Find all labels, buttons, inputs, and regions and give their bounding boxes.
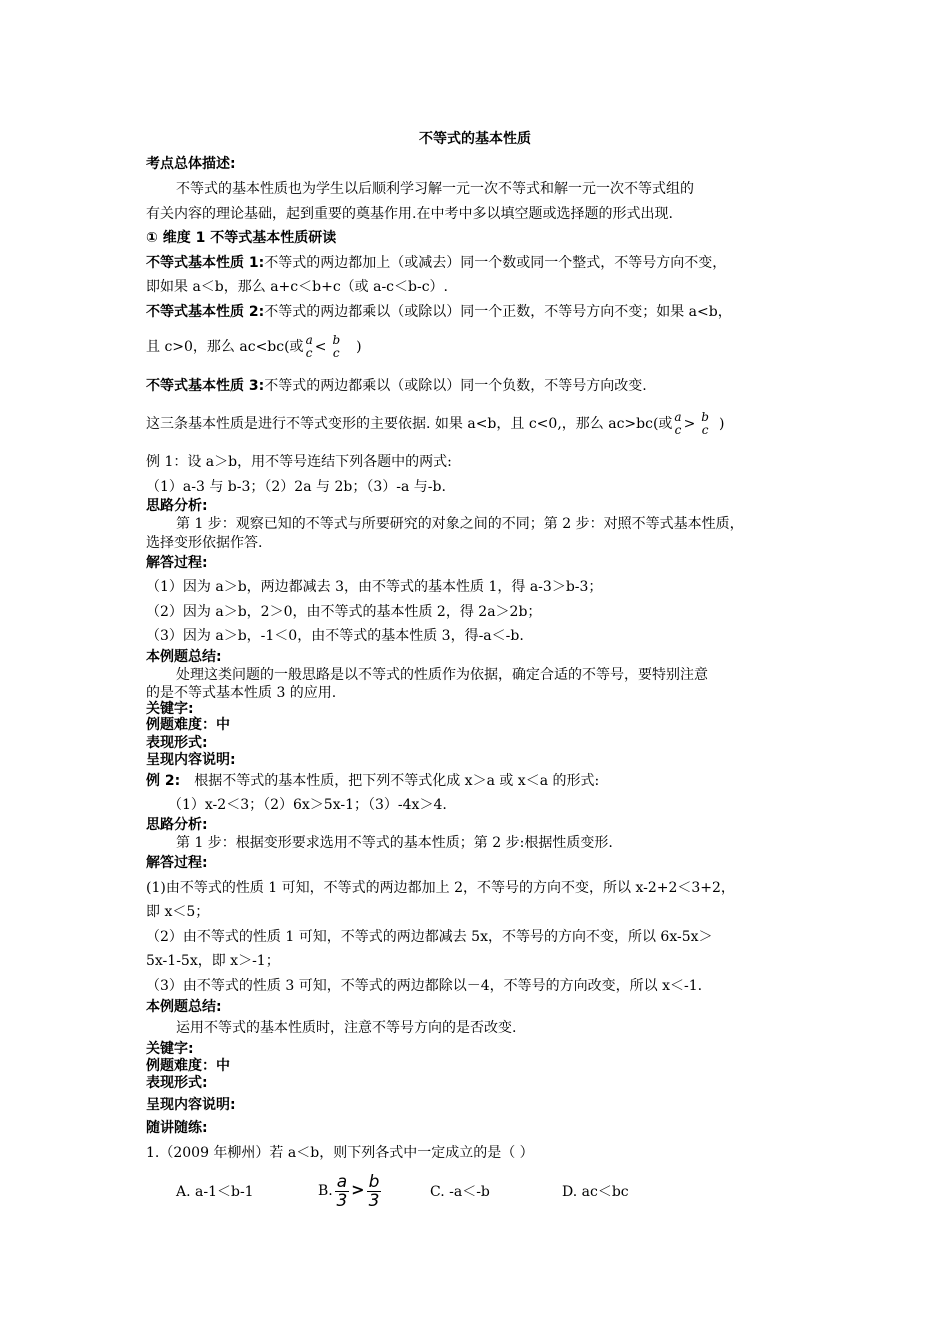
option-b [318, 1168, 383, 1213]
fraction-denominator: 3 [368, 1190, 380, 1211]
fraction-numerator: a [674, 410, 682, 424]
example-2-solution-1a: (1)由不等式的性质 1 可知，不等式的两边都加上 2，不等号的方向不变，所以 x-2+2＜3+2， [146, 880, 735, 896]
fraction-a-over-3 [335, 1173, 349, 1210]
example-2-analysis-heading: 思路分析: [146, 817, 208, 833]
fraction-numerator: a [305, 333, 313, 347]
property-1-label: 不等式基本性质 1: [146, 255, 265, 271]
fraction-b-over-c [701, 411, 709, 437]
example-1-items: （1）a-3 与 b-3；（2）2a 与 2b；（3）-a 与-b. [146, 479, 446, 495]
property-3 [146, 377, 647, 395]
option-c: C. -a＜-b [430, 1184, 490, 1200]
fraction-a-over-c [306, 334, 313, 360]
practice-heading: 随讲随练: [146, 1120, 208, 1136]
page-title: 不等式的基本性质 [419, 131, 531, 147]
fraction-numerator: b [332, 333, 341, 347]
property-1-text: 不等式的两边都加上（或减去）同一个数或同一个整式，不等号方向不变， [264, 255, 727, 271]
property-2-line-2-pre: 且 c>0，那么 ac<bc(或 [146, 339, 304, 355]
example-2-content: 呈现内容说明: [146, 1097, 236, 1113]
example-2-summary-heading: 本例题总结: [146, 999, 222, 1015]
example-1-analysis-line-1: 第 1 步：观察已知的不等式与所要研究的对象之间的不同；第 2 步：对照不等式基本性质， [176, 516, 744, 532]
example-1-solution-heading: 解答过程: [146, 555, 208, 571]
example-1-summary-line-1: 处理这类问题的一般思路是以不等式的性质作为依据，确定合适的不等号，要特别注意 [176, 667, 708, 683]
example-2-solution-1b: 即 x＜5； [146, 904, 210, 920]
difficulty-text: 例题难度：中 [146, 717, 230, 733]
example-2-keywords: 关键字: [146, 1041, 194, 1057]
fraction-denominator: c [332, 346, 340, 360]
example-1-form: 表现形式: [146, 735, 208, 751]
dimension-heading: ① 维度 1 不等式基本性质研读 [146, 230, 337, 246]
fraction-denominator: 3 [336, 1190, 348, 1211]
example-2-difficulty: 例题难度：中 [146, 1058, 230, 1074]
property-2-line-2 [146, 332, 362, 362]
less-than-sign: < [314, 339, 327, 355]
example-2-solution-2a: （2）由不等式的性质 1 可知，不等式的两边都减去 5x，不等号的方向不变，所以 6x-5x＞ [146, 929, 713, 945]
example-1-analysis-heading: 思路分析: [146, 498, 208, 514]
greater-than-sign: > [683, 416, 696, 432]
example-2-label: 例 2: [146, 773, 181, 789]
example-2-analysis-line-1: 第 1 步：根据变形要求选用不等式的基本性质；第 2 步:根据性质变形. [176, 835, 613, 851]
property-1-line-2: 即如果 a＜b，那么 a+c＜b+c（或 a-c＜b-c）. [146, 279, 449, 295]
fraction-b-over-c [332, 334, 340, 360]
option-b-label: B. [318, 1183, 333, 1199]
fraction-denominator: c [305, 346, 313, 360]
example-2-title [146, 772, 599, 790]
fraction-numerator: b [368, 1171, 380, 1192]
example-2-form: 表现形式: [146, 1075, 208, 1091]
overview-line-2: 有关内容的理论基础，起到重要的奠基作用.在中考中多以填空题或选择题的形式出现. [146, 206, 673, 222]
option-d: D. ac＜bc [562, 1184, 629, 1200]
option-a: A. a-1＜b-1 [176, 1184, 254, 1200]
fraction-denominator: c [674, 423, 682, 437]
fraction-denominator: c [701, 423, 709, 437]
overview-heading: 考点总体描述: [146, 156, 236, 172]
fraction-numerator: a [336, 1171, 348, 1192]
property-3-label: 不等式基本性质 3: [146, 378, 265, 394]
summary-line-pre: 这三条基本性质是进行不等式变形的主要依据. 如果 a<b，且 c<0,，那么 ac>bc(或 [146, 416, 673, 432]
fraction-b-over-3 [367, 1173, 382, 1210]
overview-line-1: 不等式的基本性质也为学生以后顺利学习解一元一次不等式和解一元一次不等式组的 [176, 181, 694, 197]
example-1-content: 呈现内容说明: [146, 752, 236, 768]
example-1-difficulty [146, 716, 230, 734]
summary-line-post: ) [718, 416, 725, 432]
property-2-label: 不等式基本性质 2: [146, 304, 265, 320]
greater-than-sign: > [351, 1180, 365, 1199]
property-2-text: 不等式的两边都乘以（或除以）同一个正数，不等号方向不变；如果 a<b， [264, 304, 732, 320]
example-1-summary-heading: 本例题总结: [146, 649, 222, 665]
example-2-solution-3: （3）由不等式的性质 3 可知，不等式的两边都除以－4，不等号的方向改变，所以 x＜-1. [146, 978, 703, 994]
property-3-text: 不等式的两边都乘以（或除以）同一个负数，不等号方向改变. [264, 378, 647, 394]
example-2-solution-heading: 解答过程: [146, 855, 208, 871]
example-1-solution-2: （2）因为 a＞b，2＞0，由不等式的基本性质 2，得 2a＞2b； [146, 604, 542, 620]
example-1-solution-1: （1）因为 a＞b，两边都减去 3，由不等式的基本性质 1，得 a-3＞b-3； [146, 579, 603, 595]
example-1-keywords: 关键字: [146, 701, 194, 717]
example-2-title-text: 根据不等式的基本性质，把下列不等式化成 x＞a 或 x＜a 的形式: [194, 773, 600, 789]
example-1-solution-3: （3）因为 a＞b，-1＜0，由不等式的基本性质 3，得-a＜-b. [146, 628, 524, 644]
fraction-a-over-c [674, 411, 681, 437]
properties-summary-line [146, 402, 724, 446]
example-1-summary-line-2: 的是不等式基本性质 3 的应用. [146, 685, 337, 701]
property-1 [146, 254, 726, 272]
example-2-summary-line-1: 运用不等式的基本性质时，注意不等号方向的是否改变. [176, 1020, 517, 1036]
example-2-items: （1）x-2＜3；（2）6x＞5x-1；（3）-4x＞4. [168, 797, 447, 813]
practice-question-1: 1.（2009 年柳州）若 a＜b，则下列各式中一定成立的是（ ） [146, 1145, 534, 1161]
fraction-numerator: b [701, 410, 709, 424]
example-2-solution-2b: 5x-1-5x，即 x＞-1； [146, 953, 280, 969]
property-2 [146, 303, 732, 321]
example-1-title: 例 1：设 a＞b，用不等号连结下列各题中的两式: [146, 454, 452, 470]
property-2-line-2-post: ) [356, 339, 362, 355]
example-1-analysis-line-2: 选择变形依据作答. [146, 535, 263, 551]
